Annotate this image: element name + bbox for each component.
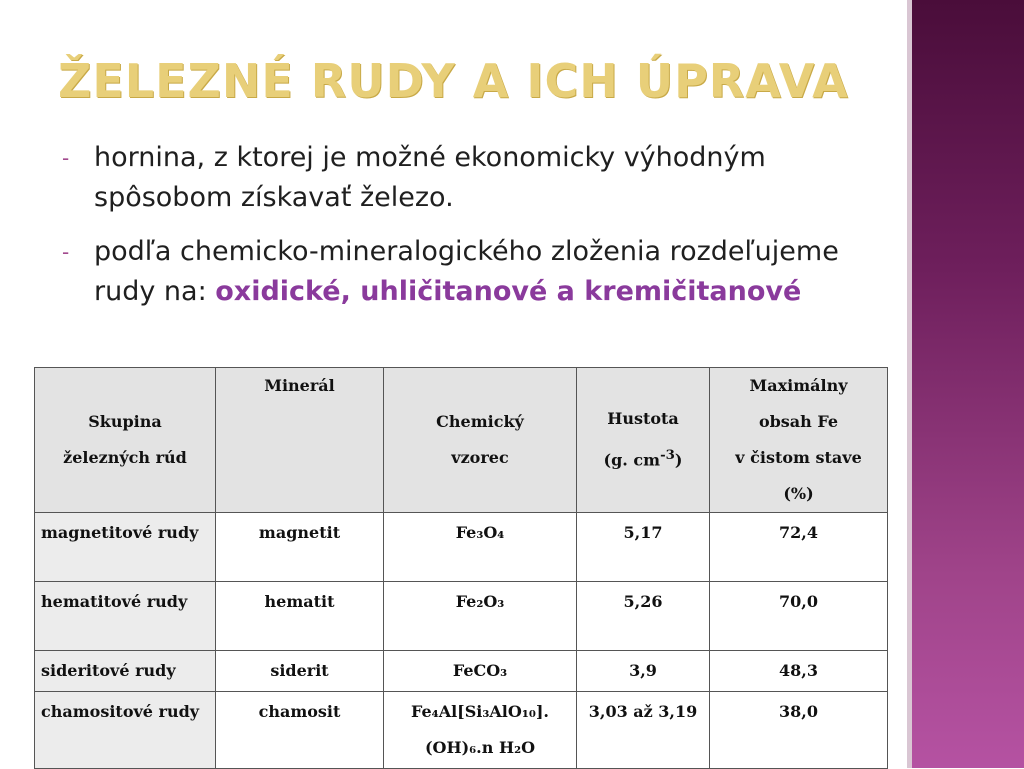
cell-max-fe: 70,0 [710, 582, 888, 651]
bullet-list [58, 138, 888, 326]
cell-mineral: hematit [216, 582, 384, 651]
table-row [35, 692, 888, 769]
decorative-sidebar [912, 0, 1024, 768]
cell-formula: Fe₃O₄ [384, 513, 577, 582]
bullet-text: hornina, z ktorej je možné ekonomicky výhodným spôsobom získavať železo. [94, 142, 766, 213]
bullet-text: podľa chemicko-mineralogického zloženia rozdeľujeme rudy na: [94, 236, 839, 307]
cell-density: 3,9 [577, 651, 710, 692]
bullet-item [58, 232, 888, 312]
cell-group: sideritové rudy [35, 651, 216, 692]
cell-mineral: magnetit [216, 513, 384, 582]
table-row [35, 651, 888, 692]
ore-types-highlight: oxidické, uhličitanové a kremičitanové [215, 276, 802, 307]
bullet-dash-icon: - [62, 240, 70, 264]
cell-mineral: siderit [216, 651, 384, 692]
cell-formula: Fe₄Al[Si₃AlO₁₀].(OH)₆.n H₂O [384, 692, 577, 769]
cell-density: 3,03 až 3,19 [577, 692, 710, 769]
bullet-dash-icon: - [62, 146, 70, 170]
header-group: Skupina železných rúd [35, 368, 216, 513]
cell-formula: Fe₂O₃ [384, 582, 577, 651]
header-max-fe: Maximálny obsah Fe v čistom stave (%) [710, 368, 888, 513]
table-header-row [35, 368, 888, 513]
header-density: Hustota (g. $cm^{-3}$) [577, 368, 710, 513]
cell-group: hematitové rudy [35, 582, 216, 651]
cell-density: 5,17 [577, 513, 710, 582]
slide-title: ŽELEZNÉ RUDY A ICH ÚPRAVA [58, 54, 849, 108]
header-mineral: Minerál [216, 368, 384, 513]
cell-density: 5,26 [577, 582, 710, 651]
ore-table-container [34, 367, 888, 769]
header-formula: Chemický vzorec [384, 368, 577, 513]
cell-group: magnetitové rudy [35, 513, 216, 582]
cell-formula: FeCO₃ [384, 651, 577, 692]
ore-table [34, 367, 888, 769]
table-row [35, 513, 888, 582]
cell-mineral: chamosit [216, 692, 384, 769]
cell-max-fe: 38,0 [710, 692, 888, 769]
cell-group: chamositové rudy [35, 692, 216, 769]
table-row [35, 582, 888, 651]
cell-max-fe: 48,3 [710, 651, 888, 692]
bullet-item [58, 138, 888, 218]
cell-max-fe: 72,4 [710, 513, 888, 582]
